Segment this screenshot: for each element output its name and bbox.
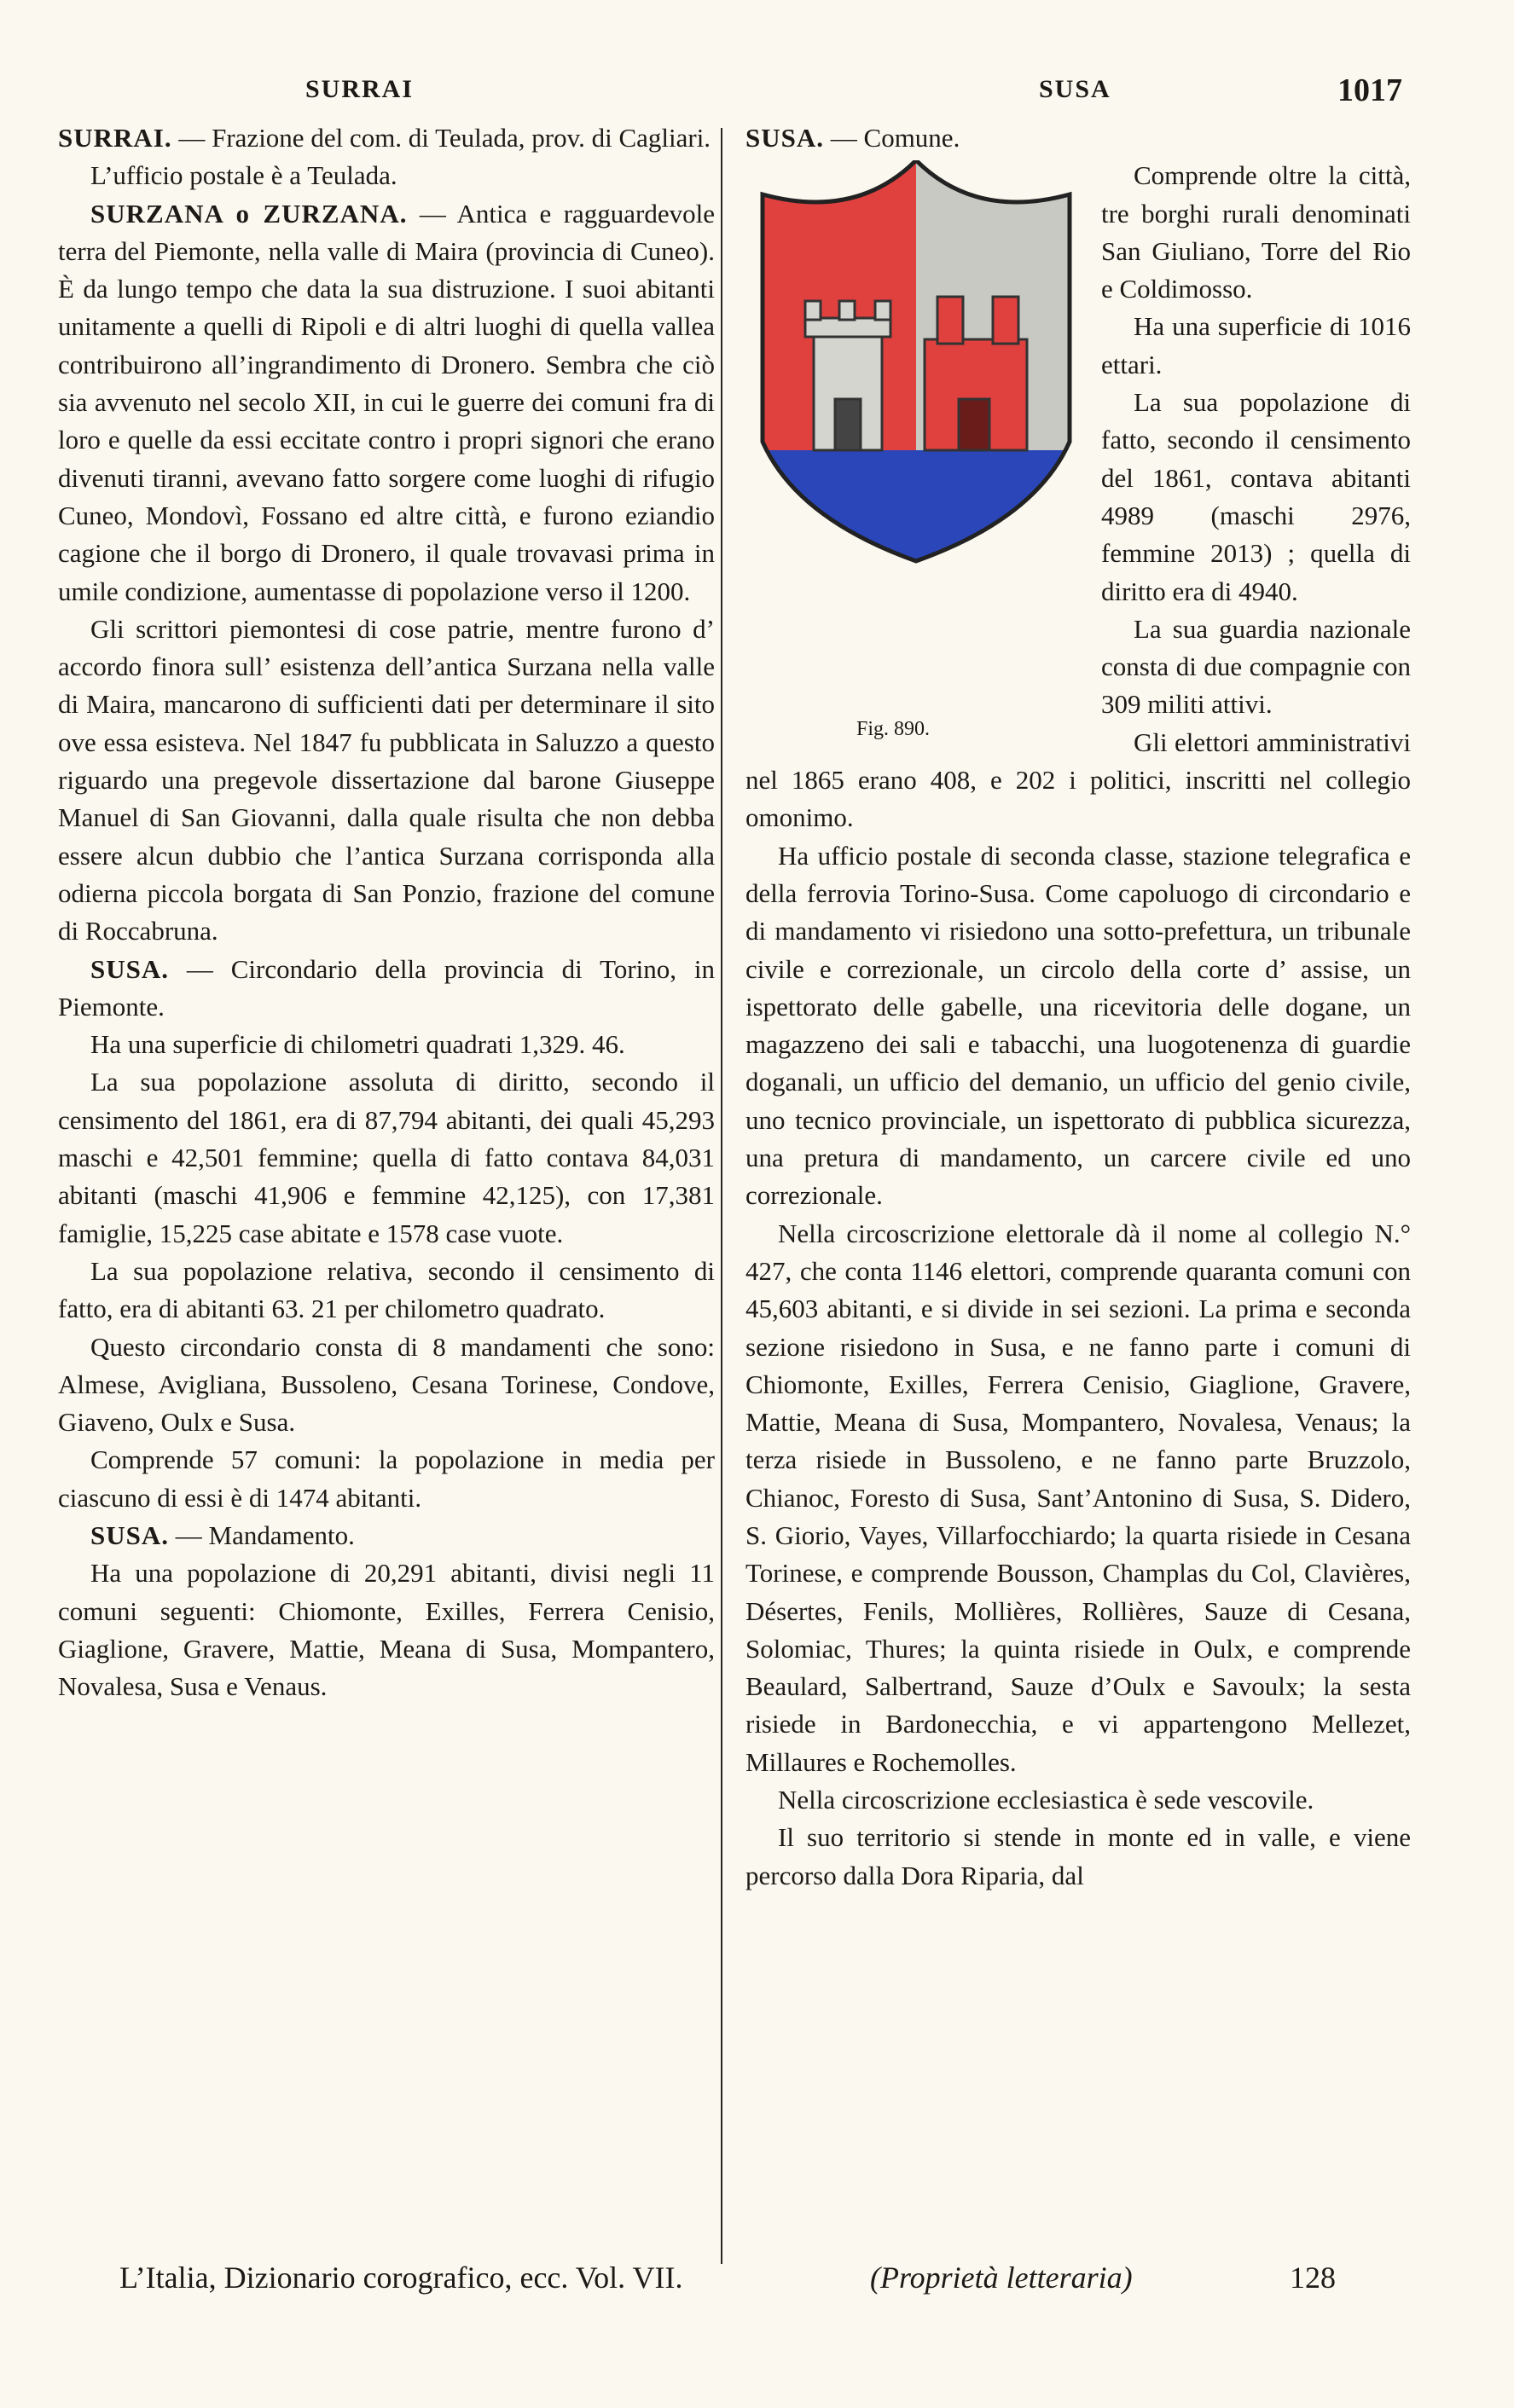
entry-text: — Antica e ragguardevole terra del Piemonte, nella valle di Maira (provincia di Cuneo). È da lungo tempo che data la sua distruzione. I suoi abitanti unitamente a quelli di Ripoli e di altri luoghi di quella vallea contribuirono all’ingrandimento di Dronero. Sembra che ciò sia avvenuto nel secolo XII, in cui le guerre dei comuni fra di loro e quelle da essi eccitate contro i propri signori che erano divenuti tiranni, avevano fatto sorgere come luoghi di rifugio Cuneo, Mondovì, Fossano ed altre città, e furono eziandio cagione che il borgo di Dronero, il quale trovavasi prima in umile condizione, aumentasse di popolazione verso il 1200. — [58, 198, 715, 606]
paragraph-text: Gli scrittori piemontesi di cose patrie, mentre furono d’ accordo finora sull’ esistenza dell’antica Surzana nella valle di Maira, mancarono di sufficienti dati per determinare il sito ove essa esisteva. Nel 1847 fu pubblicata in Saluzzo a questo riguardo una pregevole dissertazione dal barone Giuseppe Manuel di San Giovanni, dalla quale risulta che non debba essere alcun dubbio che l’antica Surzana corrisponda alla odierna piccola borgata di San Ponzio, frazione del comune di Roccabruna. — [58, 613, 715, 946]
paragraph — [745, 724, 1411, 837]
column-divider — [721, 128, 722, 2264]
paragraph-text: Ha una superficie di 1016 ettari. — [1101, 311, 1411, 379]
entry-text: — Mandamento. — [169, 1519, 355, 1550]
entry-term: SURZANA o ZURZANA. — [90, 198, 408, 229]
entry-text: — Circondario della provincia di Torino, in Piemonte. — [58, 953, 715, 1022]
paragraph — [745, 837, 1411, 1215]
paragraph-text: Ha ufficio postale di seconda classe, stazione telegrafica e della ferrovia Torino-Susa. Come capoluogo di circondario e di mandamento vi risiedono una sotto-prefettura, un tribunale civile e correzionale, un circolo della corte d’ assise, un ispettorato delle gabelle, una ricevitoria delle dogane, un magazzeno dei sali e tabacchi, una luogotenenza di guardie doganali, un ufficio del demanio, un ufficio del genio civile, uno tecnico provinciale, un ispettorato di pubblica sicurezza, una pretura di mandamento, un carcere civile ed uno correzionale. — [745, 840, 1411, 1211]
coat-of-arms-image — [754, 160, 1078, 570]
entry-term: SUSA. — [90, 953, 170, 984]
page-number: 1017 — [1337, 72, 1402, 108]
paragraph — [58, 1026, 715, 1063]
entry-term: SURRAI. — [58, 123, 172, 153]
paragraph — [58, 157, 715, 194]
entry-paragraph — [58, 119, 715, 157]
footer-property: (Proprietà letteraria) — [870, 2260, 1133, 2295]
paragraph-text: Comprende 57 comuni: la popolazione in media per ciascuno di essi è di 1474 abitanti. — [58, 1444, 715, 1513]
paragraph-text: La sua popolazione di fatto, secondo il censimento del 1861, contava abitanti 4989 (maschi 2976, femmine 2013) ; quella di diritto era di 4940. — [1101, 387, 1411, 606]
paragraph-text: L’ufficio postale è a Teulada. — [90, 160, 397, 191]
paragraph-text: Nella circoscrizione elettorale dà il nome al collegio N.° 427, che conta 1146 elettori, comprende quaranta comuni con 45,603 abitanti, e si divide in sei sezioni. La prima e seconda sezione risiedono in Susa, e ne fanno parte i comuni di Chiomonte, Exilles, Ferrera Cenisio, Giaglione, Gravere, Mattie, Meana di Susa, Mompantero, Novalesa, Venaus; la terza risiede in Bussoleno, e ne fanno parte Bruzzolo, Chianoc, Foresto di Susa, Sant’Antonino di Susa, S. Didero, S. Giorio, Vayes, Villarfocchiardo; la quarta risiede in Cesana Torinese, e comprende Bousson, Champlas du Col, Clavières, Désertes, Fenils, Mollières, Rollières, Sauze di Cesana, Solomiac, Thures; la quinta risiede in Oulx, e comprende Beaulard, Salbertrand, Sauze d’Oulx e Savoulx; la sesta risiede in Bardonecchia, e vi appartengono Mellezet, Millaures e Rochemolles. — [745, 1218, 1411, 1777]
running-head-left: SURRAI — [305, 75, 415, 103]
shield-blue-base — [754, 450, 1078, 570]
paragraph — [745, 1215, 1411, 1781]
paragraph-text: Ha una superficie di chilometri quadrati 1,329. 46. — [90, 1029, 625, 1060]
paragraph — [58, 1063, 715, 1252]
paragraph — [58, 1554, 715, 1705]
paragraph — [58, 1253, 715, 1328]
left-column — [58, 119, 715, 1705]
entry-paragraph — [58, 195, 715, 611]
figure-caption: Fig. 890. — [856, 718, 931, 741]
right-column — [745, 119, 1411, 1895]
paragraph-text: Comprende oltre la città, tre borghi rurali denominati San Giuliano, Torre del Rio e Coldimosso. — [1101, 160, 1411, 304]
entry-text: — Frazione del com. di Teulada, prov. di Cagliari. — [171, 123, 711, 153]
entry-paragraph — [745, 119, 1411, 157]
paragraph — [58, 1441, 715, 1517]
entry-paragraph — [58, 1517, 715, 1554]
running-head-center: SUSA — [1039, 75, 1111, 103]
entry-paragraph — [58, 951, 715, 1027]
paragraph-text: Gli elettori amministrativi nel 1865 erano 408, e 202 i politici, inscritti nel collegio omonimo. — [745, 726, 1411, 833]
paragraph-text: La sua popolazione assoluta di diritto, secondo il censimento del 1861, era di 87,794 abitanti, dei quali 45,293 maschi e 42,501 femmine; quella di fatto contava 84,031 abitanti (maschi 41,906 e femmine 42,125), con 17,381 famiglie, 15,225 case abitate e 1578 case vuote. — [58, 1067, 715, 1248]
footer-sheet-number: 128 — [1290, 2260, 1336, 2295]
paragraph — [745, 1819, 1411, 1895]
paragraph — [745, 1781, 1411, 1819]
coat-of-arms-figure — [745, 160, 1091, 740]
paragraph-text: Questo circondario consta di 8 mandamenti che sono: Almese, Avigliana, Bussoleno, Cesana Torinese, Condove, Giaveno, Oulx e Susa. — [58, 1331, 715, 1438]
paragraph-text: La sua guardia nazionale consta di due compagnie con 309 militi attivi. — [1101, 613, 1411, 720]
entry-term: SUSA. — [90, 1519, 170, 1550]
paragraph-text: La sua popolazione relativa, secondo il censimento di fatto, era di abitanti 63. 21 per chilometro quadrato. — [58, 1255, 715, 1324]
paragraph-text: Ha una popolazione di 20,291 abitanti, divisi negli 11 comuni seguenti: Chiomonte, Exilles, Ferrera Cenisio, Giaglione, Gravere, Mattie, Meana di Susa, Mompantero, Novalesa, Susa e Venaus. — [58, 1558, 715, 1702]
paragraph-text: Il suo territorio si stende in monte ed in valle, e viene percorso dalla Dora Riparia, dal — [745, 1822, 1411, 1890]
footer-title: L’Italia, Dizionario corografico, ecc. Vol. VII. — [119, 2260, 683, 2295]
paragraph — [58, 611, 715, 951]
entry-text: — Comune. — [824, 123, 960, 153]
paragraph-text: Nella circoscrizione ecclesiastica è sede vescovile. — [778, 1785, 1314, 1815]
entry-term: SUSA. — [745, 123, 825, 153]
paragraph — [58, 1328, 715, 1442]
